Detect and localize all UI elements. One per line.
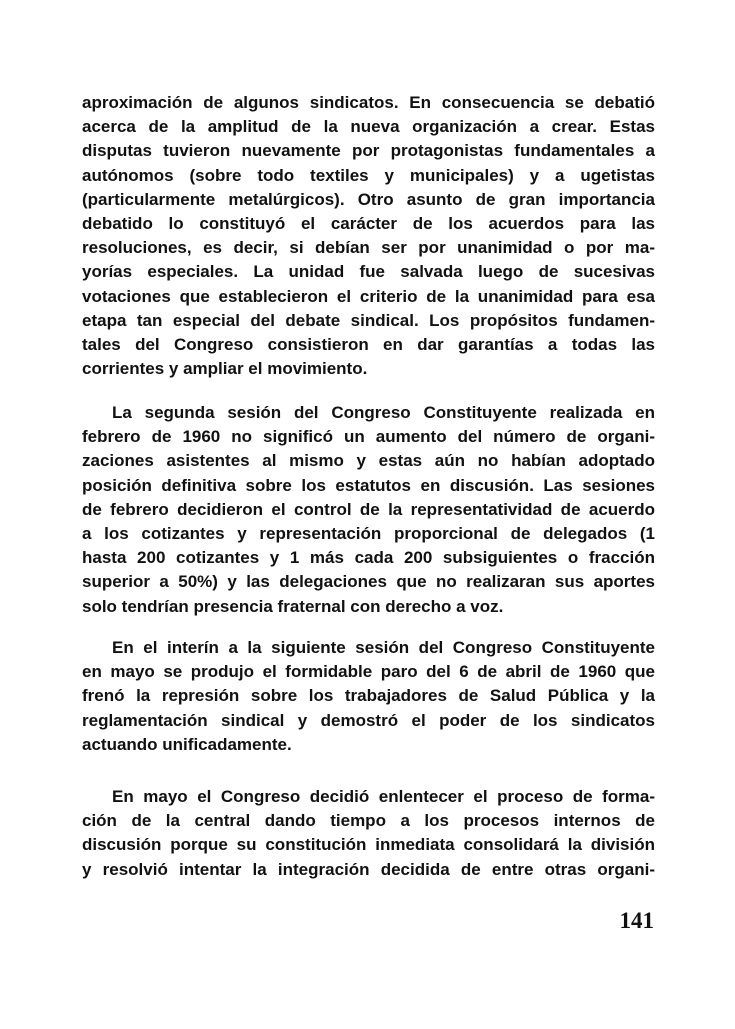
text-line: febrero de 1960 no significó un aumento del número de organi- <box>82 427 655 447</box>
page-number: 141 <box>619 908 654 933</box>
paragraph-2 <box>82 401 655 619</box>
text-line: superior a 50%) y las delegaciones que no realizaran sus aportes <box>82 572 655 592</box>
text-line: y resolvió intentar la integración decidida de entre otras organi- <box>82 859 655 879</box>
text-line: aproximación de algunos sindicatos. En consecuencia se debatió <box>82 93 655 112</box>
text-line: disputas tuvieron nuevamente por protagonistas fundamentales a <box>82 141 655 161</box>
text-line: resoluciones, es decir, si debían ser por unanimidad o por ma- <box>82 238 655 258</box>
text-line: tales del Congreso consistieron en dar garantías a todas las <box>82 334 655 354</box>
text-line: yorías especiales. La unidad fue salvada luego de sucesivas <box>82 262 655 282</box>
text-line: frenó la represión sobre los trabajadores de Salud Pública y la <box>82 686 655 706</box>
paragraph-3 <box>82 636 655 757</box>
text-line: a los cotizantes y representación proporcional de delegados (1 <box>82 523 655 543</box>
text-line: ción de la central dando tiempo a los procesos internos de <box>82 811 655 831</box>
text-line: debatido lo constituyó el carácter de los acuerdos para las <box>82 213 655 233</box>
text-line: actuando unificadamente. <box>82 734 292 754</box>
text-line: posición definitiva sobre los estatutos en discusión. Las sesiones <box>82 475 655 495</box>
text-line: zaciones asistentes al mismo y estas aún no habían adoptado <box>82 451 655 471</box>
text-line: En mayo el Congreso decidió enlentecer el proceso de forma- <box>112 787 655 806</box>
text-line: autónomos (sobre todo textiles y municipales) y a ugetistas <box>82 165 655 185</box>
text-line: etapa tan especial del debate sindical. Los propósitos fundamen- <box>82 310 655 330</box>
paragraph-1 <box>82 91 655 381</box>
text-line: acerca de la amplitud de la nueva organización a crear. Estas <box>82 117 655 137</box>
text-line: de febrero decidieron el control de la representatividad de acuerdo <box>82 499 655 519</box>
text-line: hasta 200 cotizantes y 1 más cada 200 subsiguientes o fracción <box>82 548 655 568</box>
text-line: En el interín a la siguiente sesión del Congreso Constituyente <box>112 638 655 657</box>
paragraph-4 <box>82 785 655 882</box>
text-line: votaciones que establecieron el criterio de la unanimidad para esa <box>82 286 655 306</box>
text-line: La segunda sesión del Congreso Constituyente realizada en <box>112 403 655 422</box>
text-line: en mayo se produjo el formidable paro del 6 de abril de 1960 que <box>82 662 655 682</box>
text-line: (particularmente metalúrgicos). Otro asunto de gran importancia <box>82 189 655 209</box>
text-line: corrientes y ampliar el movimiento. <box>82 359 368 379</box>
text-line: discusión porque su constitución inmediata consolidará la división <box>82 835 655 855</box>
text-line: reglamentación sindical y demostró el poder de los sindicatos <box>82 710 655 730</box>
text-line: solo tendrían presencia fraternal con derecho a voz. <box>82 596 504 616</box>
